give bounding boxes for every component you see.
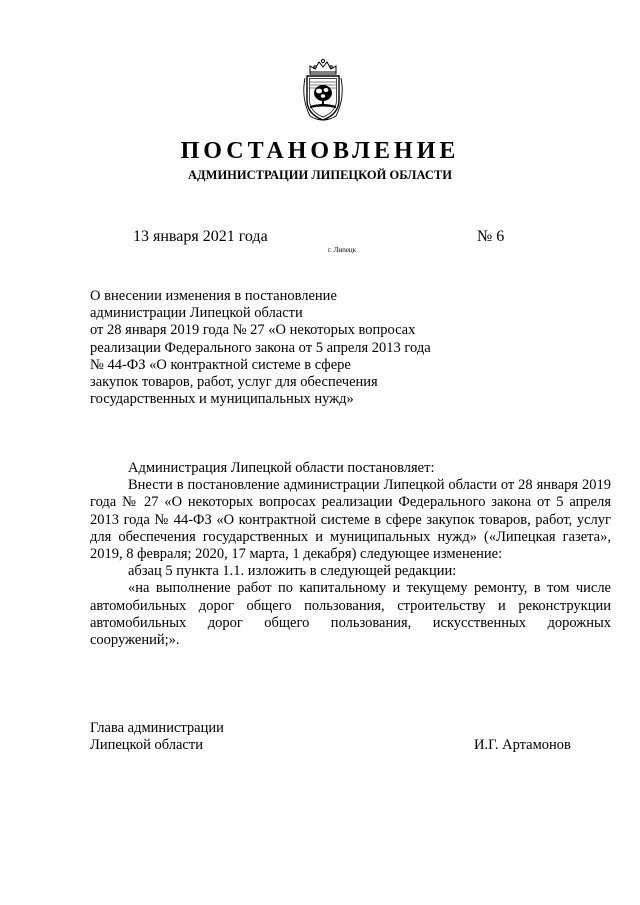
- coat-of-arms-icon: [300, 58, 346, 124]
- subject-line: администрации Липецкой области: [90, 305, 303, 322]
- page-subtitle: АДМИНИСТРАЦИИ ЛИПЕЦКОЙ ОБЛАСТИ: [188, 168, 452, 182]
- page-title: ПОСТАНОВЛЕНИЕ: [180, 138, 460, 164]
- subject-line: от 28 января 2019 года № 27 «О некоторых вопросах: [90, 322, 416, 339]
- body-paragraph: Администрация Липецкой области постановляет:: [128, 460, 435, 476]
- body-paragraph: абзац 5 пункта 1.1. изложить в следующей редакции:: [128, 563, 457, 580]
- document-place: г. Липецк: [328, 246, 357, 254]
- document-date: 13 января 2021 года: [133, 228, 268, 245]
- document-body: [90, 460, 611, 649]
- document-number: № 6: [477, 228, 505, 245]
- subject-line: закупок товаров, работ, услуг для обеспечения: [90, 374, 378, 391]
- subject-line: реализации Федерального закона от 5 апреля 2013 года: [90, 339, 431, 356]
- signatory-name: И.Г. Артамонов: [474, 737, 571, 753]
- body-paragraph: Внести в постановление администрации Липецкой области от 28 января 2019 года № 27 «О некоторых вопросах реализации Федерального закона от 5 апреля 2013 года № 44-ФЗ «О контрактной системе в сфере закупок товаров, работ, услуг для обеспечения государственных и муниципальных нужд» («Липецкая газета», 2019, 8 февраля; 2020, 17 марта, 1 декабря) следующее изменение:: [90, 477, 611, 563]
- subject-line: О внесении изменения в постановление: [90, 288, 337, 304]
- subject-line: государственных и муниципальных нужд»: [90, 391, 354, 408]
- signatory-position-line: Липецкой области: [90, 737, 203, 754]
- signatory-position: [90, 720, 224, 754]
- signatory-position-line: Глава администрации: [90, 720, 224, 736]
- body-paragraph: «на выполнение работ по капитальному и текущему ремонту, в том числе автомобильных дорог общего пользования, строительству и реконструкции автомобильных дорог общего пользования, искусственных дорожных сооружений;».: [90, 580, 611, 649]
- document-subject: [90, 288, 490, 408]
- subject-line: № 44-ФЗ «О контрактной системе в сфере: [90, 356, 351, 373]
